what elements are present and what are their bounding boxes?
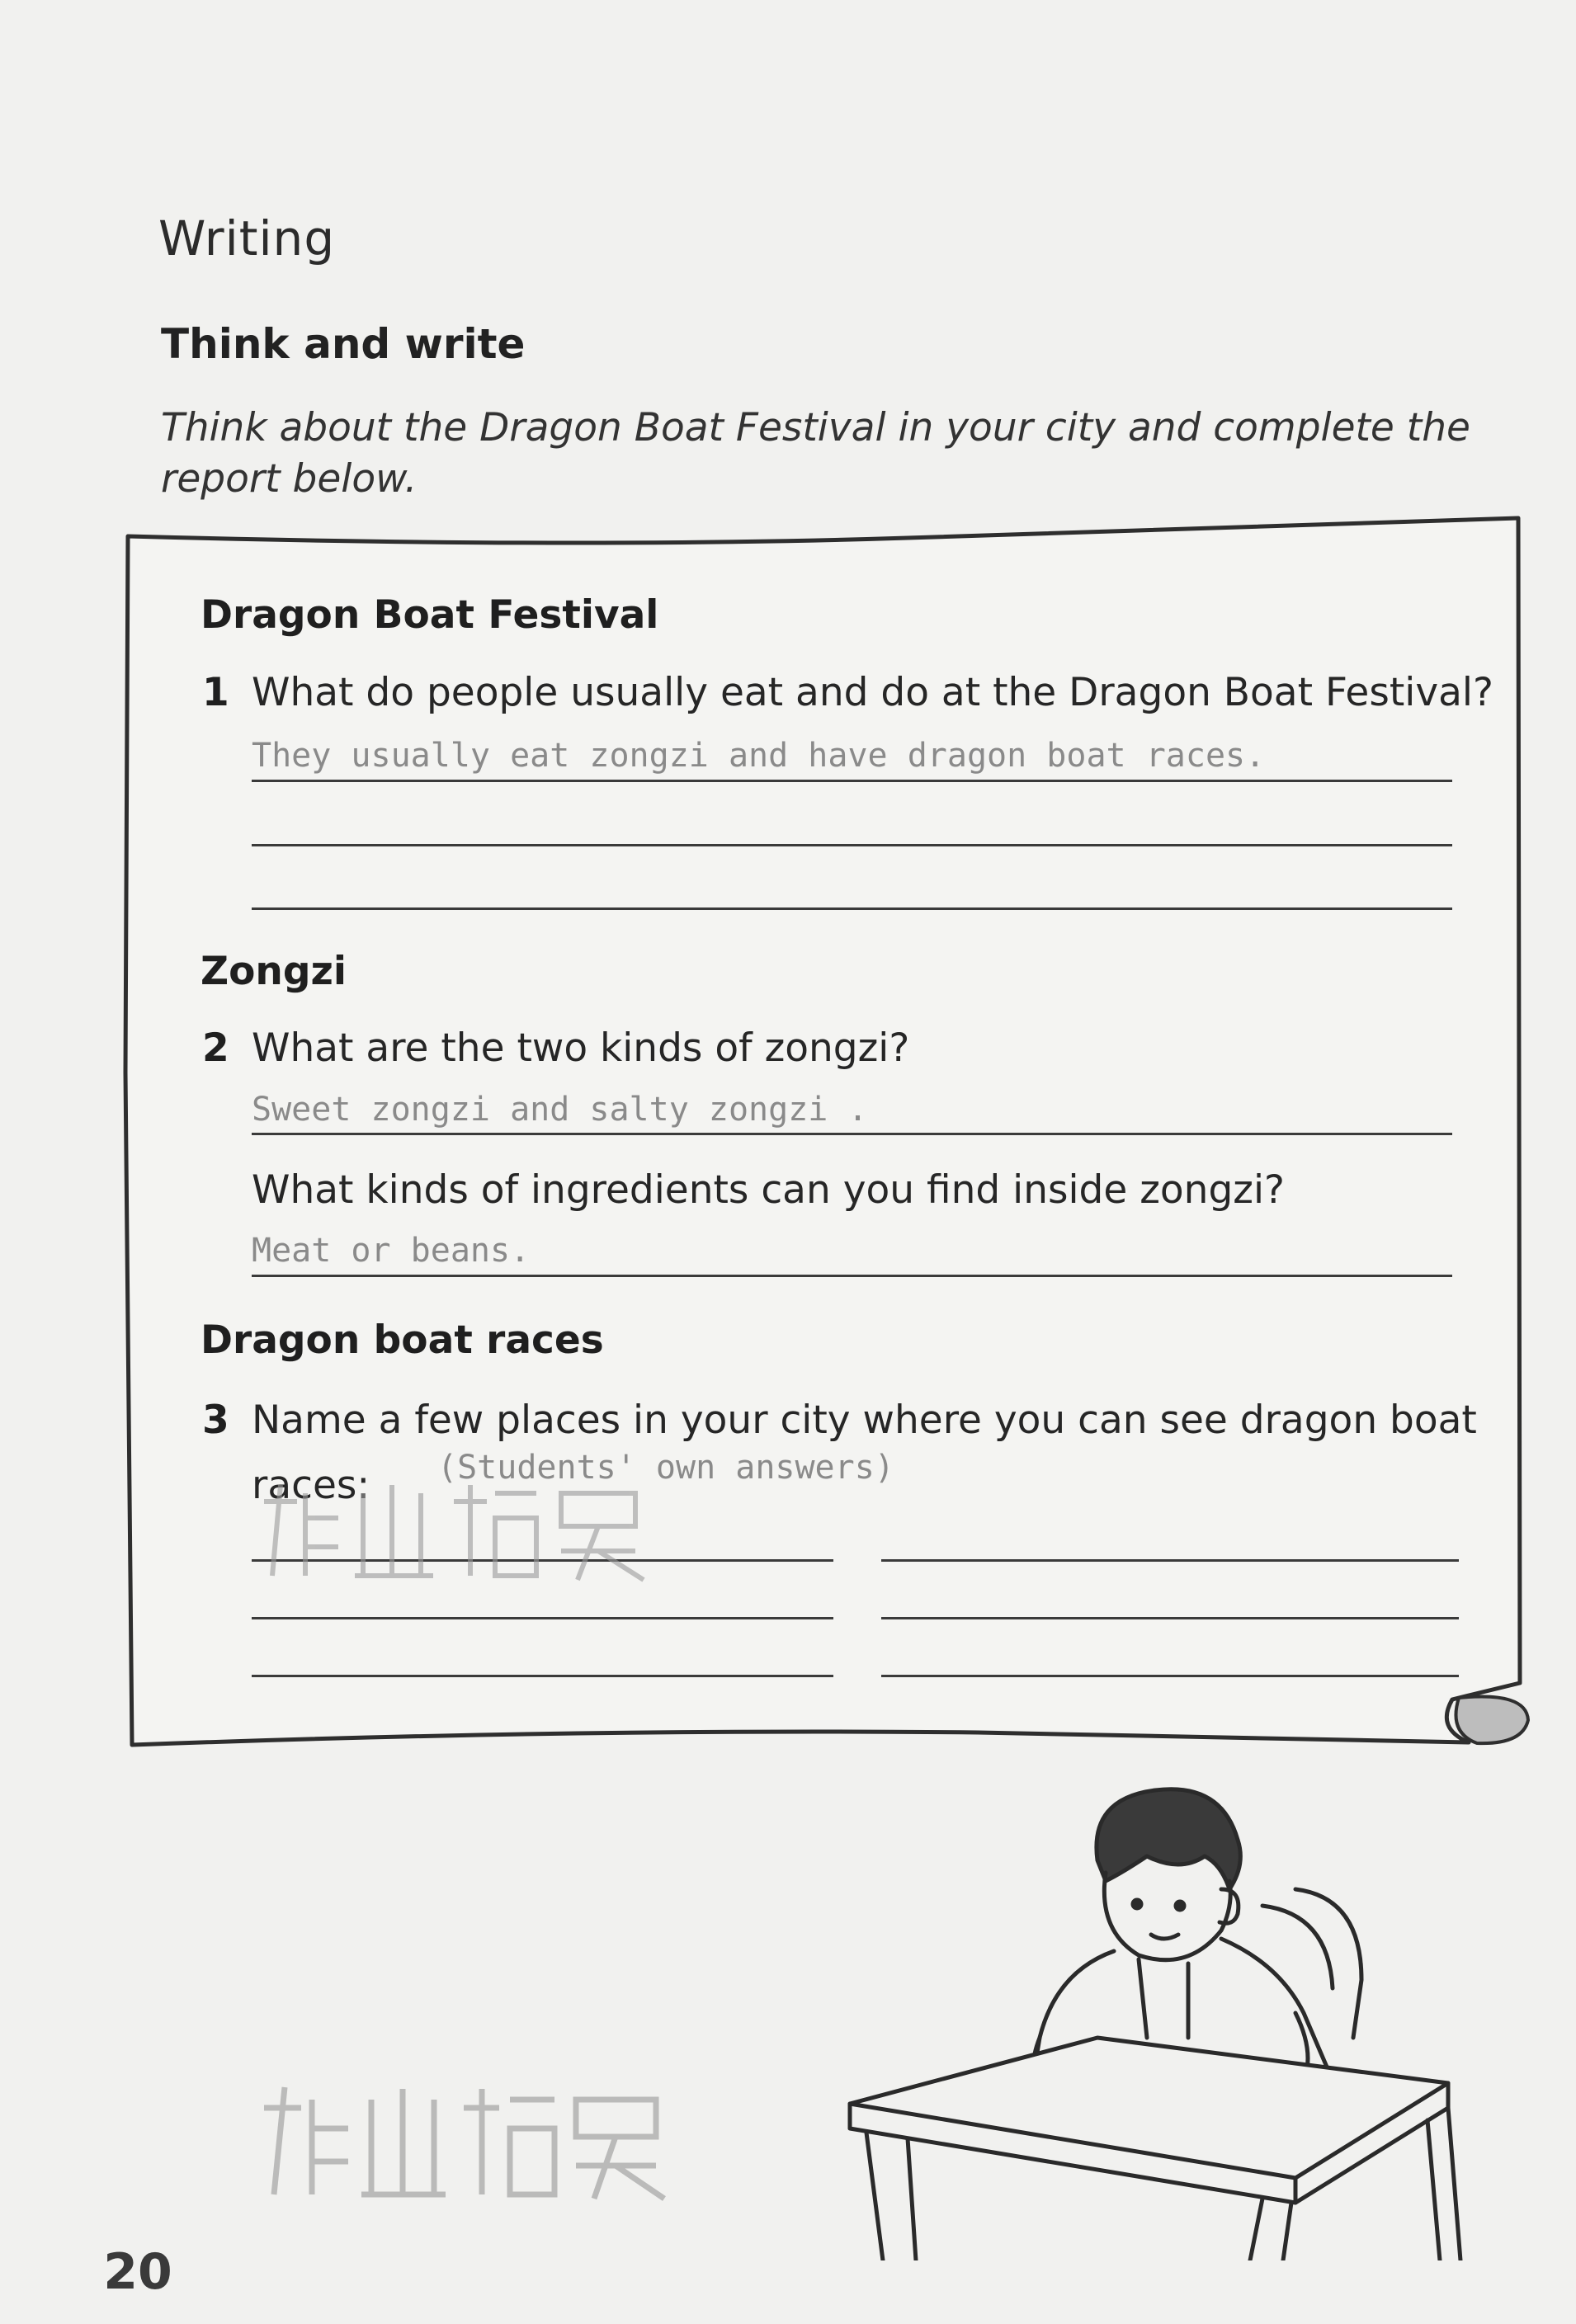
answer-line[interactable] bbox=[252, 1675, 833, 1677]
section-heading-festival: Dragon Boat Festival bbox=[201, 592, 659, 638]
page-title: Writing bbox=[158, 210, 336, 266]
watermark-icon bbox=[248, 1468, 660, 1592]
answer-line[interactable] bbox=[252, 907, 1452, 910]
answer-line[interactable] bbox=[252, 1275, 1452, 1277]
answer-3[interactable]: (Students' own answers) bbox=[437, 1449, 894, 1487]
answer-1[interactable]: They usually eat zongzi and have dragon boat races. bbox=[252, 737, 1266, 775]
answer-2[interactable]: Sweet zongzi and salty zongzi . bbox=[252, 1091, 868, 1129]
boy-writing-illustration-icon bbox=[833, 1765, 1493, 2260]
question-3-text: Name a few places in your city where you can see dragon boat bbox=[252, 1398, 1477, 1443]
question-2-text: What are the two kinds of zongzi? bbox=[252, 1025, 910, 1071]
section-heading-zongzi: Zongzi bbox=[201, 949, 347, 994]
answer-line[interactable] bbox=[252, 1133, 1452, 1135]
page-number: 20 bbox=[103, 2243, 172, 2301]
question-number-3: 3 bbox=[202, 1398, 229, 1443]
section-subtitle: Think and write bbox=[161, 320, 526, 368]
question-number-1: 1 bbox=[202, 670, 229, 715]
question-3-text-cont: races: bbox=[252, 1463, 370, 1508]
instruction-text: Think about the Dragon Boat Festival in your city and complete the report below. bbox=[161, 405, 1470, 502]
answer-line[interactable] bbox=[881, 1675, 1459, 1677]
section-heading-races: Dragon boat races bbox=[201, 1318, 604, 1363]
question-2b-text: What kinds of ingredients can you find inside zongzi? bbox=[252, 1167, 1285, 1213]
answer-line[interactable] bbox=[252, 1617, 833, 1619]
watermark-icon bbox=[248, 2071, 677, 2211]
answer-line[interactable] bbox=[881, 1617, 1459, 1619]
question-1-text: What do people usually eat and do at the Dragon Boat Festival? bbox=[252, 670, 1493, 715]
answer-2b[interactable]: Meat or beans. bbox=[252, 1232, 531, 1270]
answer-line[interactable] bbox=[881, 1559, 1459, 1562]
question-number-2: 2 bbox=[202, 1025, 229, 1071]
answer-line[interactable] bbox=[252, 780, 1452, 782]
answer-line[interactable] bbox=[252, 844, 1452, 846]
